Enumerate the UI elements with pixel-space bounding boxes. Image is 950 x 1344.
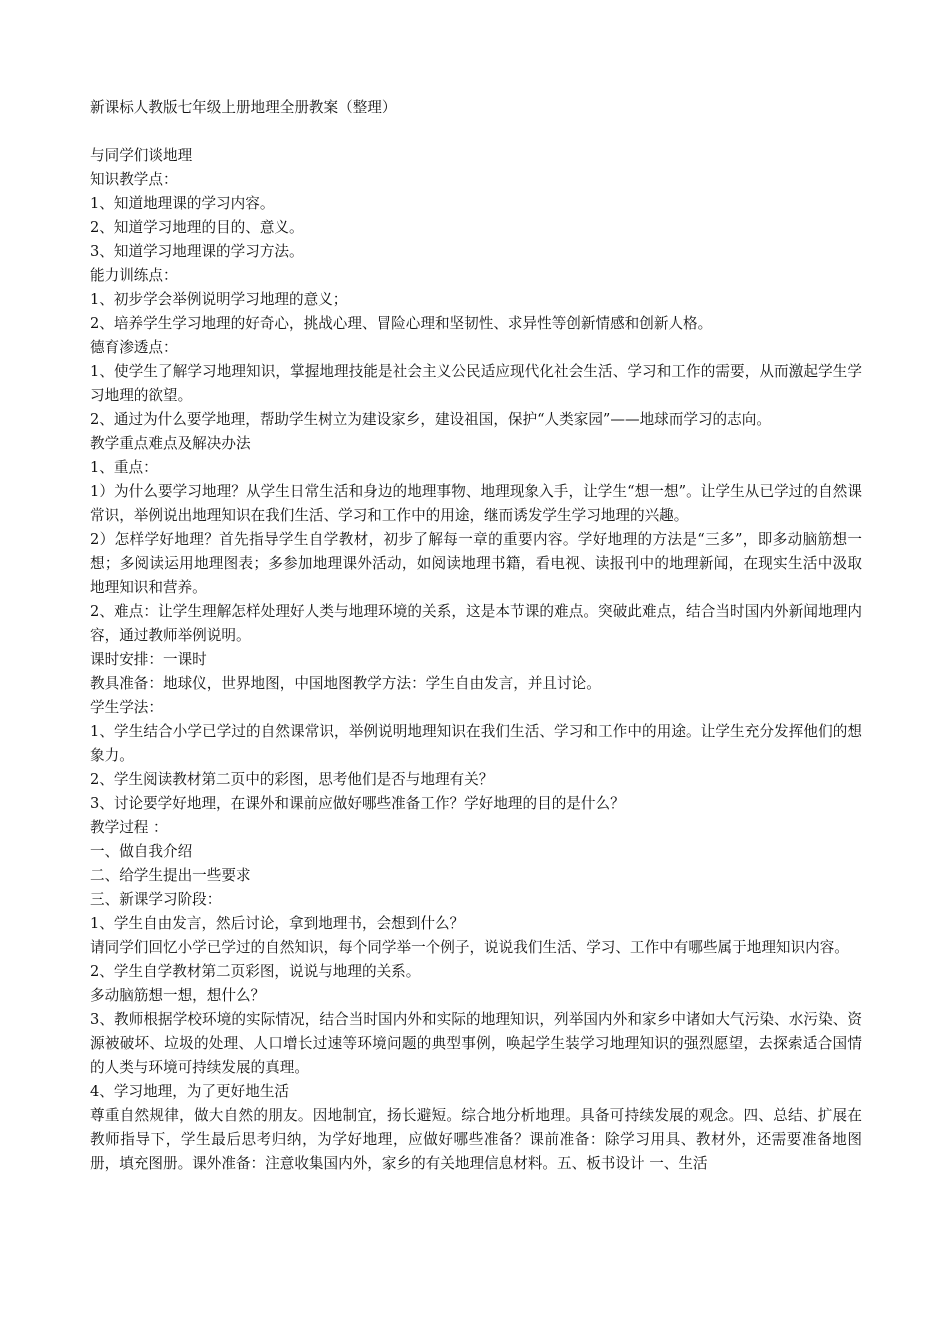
text-line: 教学过程 ： [90,819,168,836]
text-line: 2、通过为什么要学地理，帮助学生树立为建设家乡，建设祖国，保护“人类家园”——地球而学习的志向。 [90,411,771,428]
text-line: 1、初步学会举例说明学习地理的意义； [90,291,348,308]
text-line: 教学重点难点及解决办法 [90,435,251,452]
text-line: 1、学生结合小学已学过的自然课常识，举例说明地理知识在我们生活、学习和工作中的用途。让学生充分发挥他们的想象力。 [90,723,862,764]
text-line: 尊重自然规律，做大自然的朋友。因地制宜，扬长避短。综合地分析地理。具备可持续发展的观念。四、总结、扩展在教师指导下，学生最后思考归纳，为学好地理，应做好哪些准备？课前准备：除学习用具、教材外，还需要准备地图册，填充图册。课外准备：注意收集国内外，家乡的有关地理信息材料。五、板书设计 一、生活 [90,1107,862,1172]
text-line: 2、难点：让学生理解怎样处理好人类与地理环境的关系，这是本节课的难点。突破此难点，结合当时国内外新闻地理内容，通过教师举例说明。 [90,603,862,644]
text-line: 2、培养学生学习地理的好奇心，挑战心理、冒险心理和坚韧性、求异性等创新情感和创新人格。 [90,315,713,332]
text-line: 2、学生阅读教材第二页中的彩图，思考他们是否与地理有关？ [90,771,494,788]
text-line: 1、学生自由发言，然后讨论，拿到地理书，会想到什么？ [90,915,465,932]
text-line: 3、讨论要学好地理，在课外和课前应做好哪些准备工作？学好地理的目的是什么？ [90,795,625,812]
text-line: 能力训练点： [90,267,178,284]
text-line: 2）怎样学好地理？首先指导学生自学教材，初步了解每一章的重要内容。学好地理的方法是“三多”，即多动脑筋想一想；多阅读运用地理图表；多参加地理课外活动，如阅读地理书籍，看电视、读报刊中的地理新闻，在现实生活中汲取地理知识和营养。 [90,531,862,596]
document-page [90,96,862,1176]
text-line: 1、重点： [90,459,158,476]
text-line: 2、知道学习地理的目的、意义。 [90,219,304,236]
text-line: 3、教师根据学校环境的实际情况，结合当时国内外和实际的地理知识，列举国内外和家乡中诸如大气污染、水污染、资源被破坏、垃圾的处理、人口增长过速等环境问题的典型事例，唤起学生装学习地理知识的强烈愿望，去探索适合国情的人类与环境可持续发展的真理。 [90,1011,862,1076]
text-line: 多动脑筋想一想，想什么？ [90,987,266,1004]
text-line: 课时安排：一课时 [90,651,207,668]
document-title: 新课标人教版七年级上册地理全册教案（整理） [90,99,397,116]
text-line: 1、使学生了解学习地理知识，掌握地理技能是社会主义公民适应现代化社会生活、学习和工作的需要，从而激起学生学习地理的欲望。 [90,363,862,404]
text-line: 学生学法： [90,699,163,716]
text-line: 请同学们回忆小学已学过的自然知识，每个同学举一个例子，说说我们生活、学习、工作中有哪些属于地理知识内容。 [90,939,849,956]
text-line: 4、学习地理，为了更好地生活 [90,1083,290,1100]
text-line: 二、给学生提出一些要求 [90,867,251,884]
text-line: 2、学生自学教材第二页彩图，说说与地理的关系。 [90,963,421,980]
text-line: 教具准备：地球仪，世界地图，中国地图教学方法：学生自由发言，并且讨论。 [90,675,601,692]
text-line: 知识教学点： [90,171,178,188]
text-line: 三、新课学习阶段： [90,891,222,908]
text-line: 与同学们谈地理 [90,147,193,164]
text-line: 1）为什么要学习地理？从学生日常生活和身边的地理事物、地理现象入手，让学生“想一想”。让学生从已学过的自然课常识，举例说出地理知识在我们生活、学习和工作中的用途，继而诱发学生学习地理的兴趣。 [90,483,862,524]
text-line: 一、做自我介绍 [90,843,193,860]
text-line: 德育渗透点： [90,339,178,356]
text-line: 3、知道学习地理课的学习方法。 [90,243,304,260]
text-line: 1、知道地理课的学习内容。 [90,195,275,212]
document-body [90,144,862,1176]
